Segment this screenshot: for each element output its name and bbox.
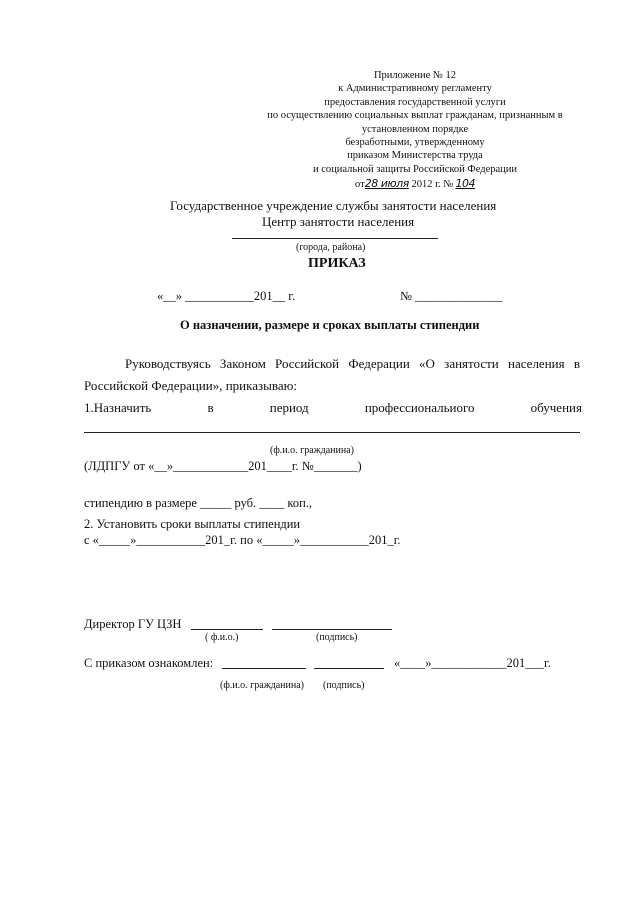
fio-hint: (ф.и.о. гражданина) [270, 445, 354, 456]
city-blank-line [232, 238, 438, 239]
header-line: по осуществлению социальных выплат гражданам, признанным в [267, 110, 563, 122]
header-date-line [250, 177, 580, 191]
item1-word: период [269, 400, 309, 415]
date-year: 2012 г. № [411, 179, 454, 191]
header-line: и социальной защиты Российской Федерации [312, 163, 518, 175]
handwritten-date: 28 июля [364, 177, 409, 191]
director-sign-hint: (подпись) [316, 632, 358, 643]
order-date-field: «__» ___________201__ г. [157, 289, 296, 303]
intro-line2: Российской Федерации», приказываю: [84, 378, 297, 393]
director-sign-line [272, 629, 392, 630]
acquainted-label: С приказом ознакомлен: [84, 656, 214, 670]
date-prefix: от [355, 179, 365, 191]
citizen-fio-hint: (ф.и.о. гражданина) [220, 680, 304, 691]
item1-word: обучения [530, 400, 582, 415]
header-line: Приложение № 12 [373, 70, 457, 81]
handwritten-number: 104 [455, 177, 475, 191]
item2-line2: с «_____»___________201_г. по «_____»___________201_г. [84, 533, 401, 547]
city-hint: (города, района) [296, 242, 366, 253]
item1-word: в [207, 400, 214, 415]
director-label: Директор ГУ ЦЗН [84, 617, 182, 631]
item1-line [84, 400, 582, 416]
ldpgu-line: (ЛДПГУ от «__»____________201____г. №_______) [84, 459, 362, 473]
citizen-fio-line [222, 668, 306, 669]
header-line: приказом Министерства труда [347, 150, 483, 162]
institution-line2: Центр занятости населения [262, 214, 415, 229]
order-title: ПРИКАЗ [308, 256, 366, 271]
appendix-header [250, 69, 580, 192]
item1-word: 1.Назначить [84, 400, 152, 415]
header-line: безработными, утвержденному [345, 137, 485, 149]
header-line: установленном порядке [361, 123, 469, 135]
intro-line1: Руководствуясь Законом Российской Федерации «О занятости населения в [125, 356, 580, 371]
item1-word: профессиональиого [364, 400, 475, 415]
order-subject: О назначении, размере и сроках выплаты стипендии [180, 318, 480, 332]
institution-line1: Государственное учреждение службы занятости населения [170, 198, 497, 213]
header-line: предоставления государственной услуги [324, 96, 506, 108]
item2-line1: 2. Установить сроки выплаты стипендии [84, 517, 301, 531]
director-fio-hint: ( ф.и.о.) [205, 632, 239, 643]
citizen-sign-hint: (подпись) [323, 680, 365, 691]
acquainted-date: «____»____________201___г. [394, 656, 551, 670]
director-fio-line [191, 629, 263, 630]
header-line: к Административному регламенту [338, 83, 492, 95]
citizen-sign-line [314, 668, 384, 669]
stipend-line: стипендию в размере _____ руб. ____ коп., [84, 496, 313, 510]
order-number-field: № ______________ [400, 289, 503, 303]
fio-blank-line [84, 432, 580, 433]
